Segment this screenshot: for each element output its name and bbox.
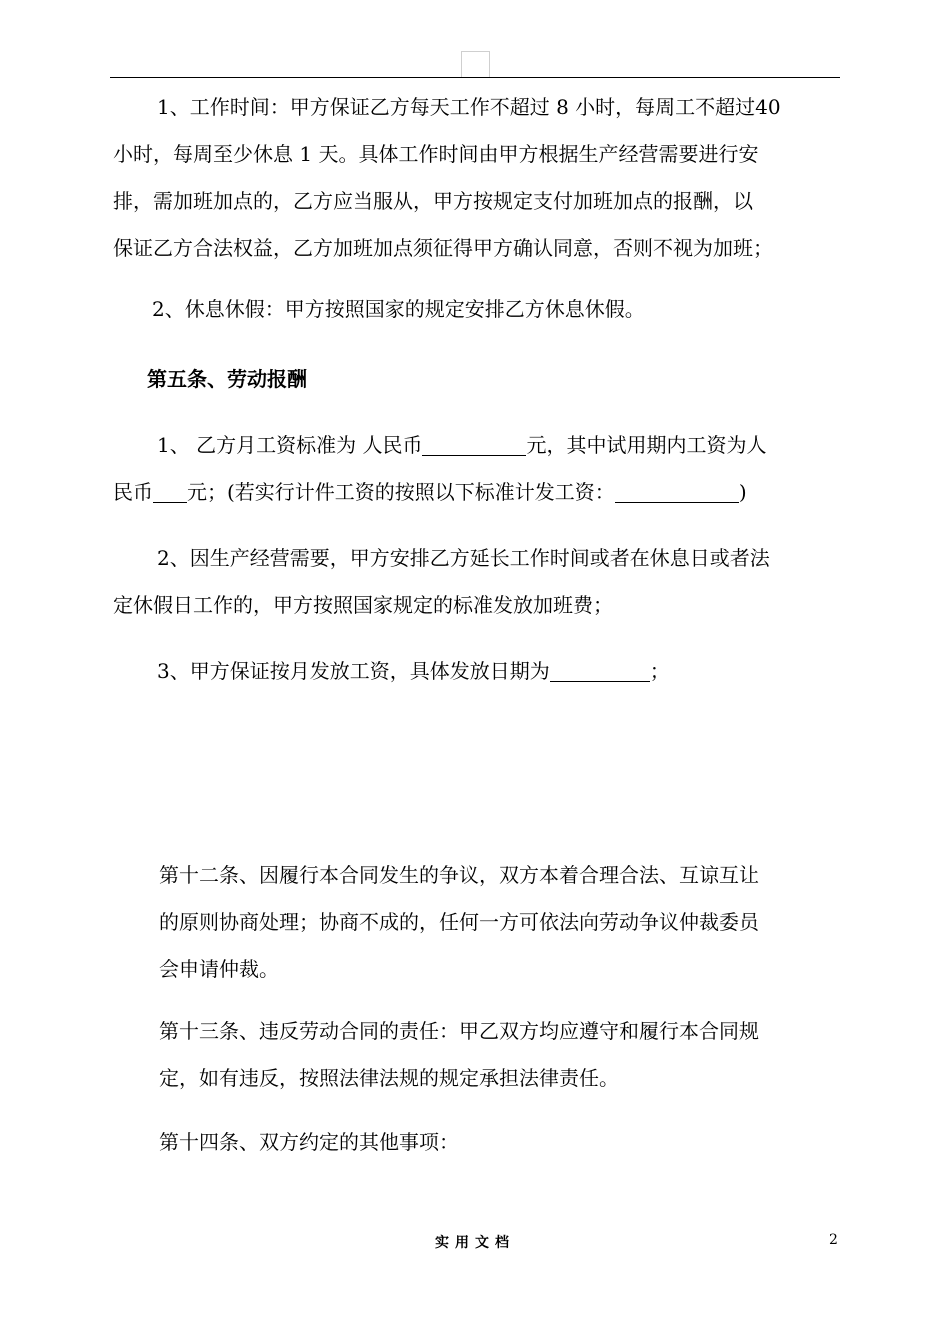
- clause-pay-date: [157, 648, 885, 695]
- text-line: 1、工作时间：甲方保证乙方每天工作不超过 8 小时，每周工不超过40: [157, 95, 781, 119]
- clause-liability: [159, 1008, 887, 1102]
- section-heading-text: 第五条、劳动报酬: [147, 367, 307, 391]
- text-line: 的原则协商处理；协商不成的，任何一方可依法向劳动争议仲裁委员: [159, 910, 759, 934]
- text-line: [157, 648, 885, 695]
- text-segment: ；: [649, 659, 670, 683]
- page-number: 2: [829, 1232, 838, 1248]
- blank-probation-wage[interactable]: [153, 501, 187, 503]
- text-line: 保证乙方合法权益，乙方加班加点须征得甲方确认同意，否则不视为加班；: [113, 236, 773, 260]
- text-line: [113, 422, 841, 469]
- text-line: 2、因生产经营需要，甲方安排乙方延长工作时间或者在休息日或者法: [157, 546, 770, 570]
- text-line: 定休假日工作的，甲方按照国家规定的标准发放加班费；: [113, 593, 613, 617]
- text-line: 第十三条、违反劳动合同的责任：甲乙双方均应遵守和履行本合同规: [159, 1019, 759, 1043]
- header-marker: [461, 51, 490, 78]
- text-segment: ): [738, 480, 747, 504]
- clause-rest-leave: [152, 286, 880, 333]
- text-line: 2、休息休假：甲方按照国家的规定安排乙方休息休假。: [152, 297, 645, 321]
- clause-dispute: [159, 852, 887, 993]
- text-segment: 民币: [113, 480, 153, 504]
- clause-wage: [113, 422, 841, 516]
- text-line: 小时，每周至少休息 1 天。具体工作时间由甲方根据生产经营需要进行安: [113, 142, 759, 166]
- blank-monthly-wage[interactable]: [422, 454, 526, 456]
- blank-pay-date[interactable]: [550, 680, 650, 682]
- text-segment: 1、 乙方月工资标准为 人民币: [157, 433, 423, 457]
- text-line: 会申请仲裁。: [159, 957, 279, 981]
- clause-overtime: [113, 535, 841, 629]
- text-line: 排，需加班加点的，乙方应当服从，甲方按规定支付加班加点的报酬，以: [113, 189, 753, 213]
- text-segment: 3、甲方保证按月发放工资，具体发放日期为: [157, 659, 550, 683]
- section-heading: [147, 356, 875, 403]
- text-line: 定，如有违反，按照法律法规的规定承担法律责任。: [159, 1066, 619, 1090]
- clause-other-matters: [159, 1119, 887, 1166]
- footer-label: 实用文档: [435, 1235, 515, 1251]
- text-line: [113, 469, 841, 516]
- text-segment: 元，其中试用期内工资为人: [526, 433, 767, 457]
- text-segment: 元；(若实行计件工资的按照以下标准计发工资：: [187, 480, 615, 504]
- header-rule: [110, 77, 840, 78]
- text-line: 第十四条、双方约定的其他事项：: [159, 1130, 459, 1154]
- clause-work-hours: [113, 84, 841, 272]
- text-line: 第十二条、因履行本合同发生的争议，双方本着合理合法、互谅互让: [159, 863, 759, 887]
- blank-piecework-standard[interactable]: [615, 501, 739, 503]
